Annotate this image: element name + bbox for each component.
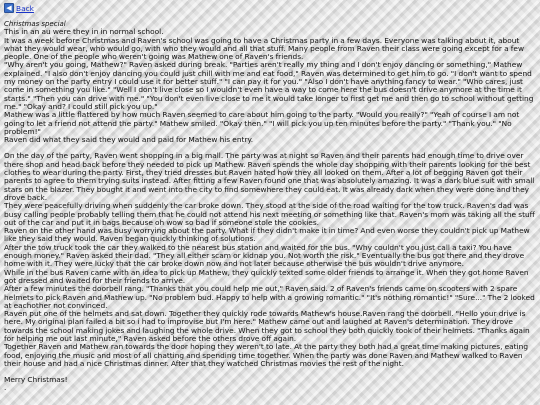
trailing-dot: . [4,383,7,393]
back-link[interactable]: Back [16,3,34,13]
left-arrow-icon[interactable]: ◀ [4,3,14,13]
back-nav[interactable] [4,2,536,14]
story-paragraph: It was a week before Christmas and Raven's school was going to have a Christmas party in a few days. Everyone was talking about it, about what they would wear, who would go, with who they would and all that stuff. Many people from Raven their class were going except for a few people. One of the people who weren't going was Mathew one of Raven's friends. [4,35,524,62]
story-paragraph: Mathew was a little flattered by how much Raven seemed to care about him going to the party. "Would you really?" "Yeah of course I am not going to let a friend not attend the party." Mathew smiled. "Okay then." "I will pick you up ten minutes before the party." "Thank you." "No problem!" [4,110,520,136]
story-paragraph: Together Raven and Mathew ran towards the door hoping they weren't to late. At the party they both had a great time making pictures, eating food, enjoying the music and most of all chatting and spending time together. When the party was done Raven and Mathew walked to Raven their house and had a nice Christmas dinner. After that they watched Christmas movies the rest of the night. [4,342,529,368]
story-paragraph: Raven did what they said they would and paid for Mathew his entry. [4,135,254,145]
story-paragraph: They were peacefully driving when suddenly the car broke down. They stood at the side of the road waiting for the tow truck. Raven's dad was busy calling people probably telling them that he could not attend his next meeting or something like that. Raven's mom was taking all the stuff out of the car and put it in bags because oh wow so bad if someone stole the cookies. [4,201,535,227]
story-paragraph: Raven on the other hand was busy worrying about the party. What if they didn't make it in time? And even worse they couldn't pick up Mathew like they said they would. Raven began quickly thinking of solutions. [4,226,530,244]
story-paragraph: On the day of the party, Raven went shopping in a big mall. The party was at night so Raven and their parents had enough time to drive over there shop and head back before they needed to pick up Mathew. Raven spends the whole day shopping with their parents looking for the best clothes to wear during the party. First, they tried dresses but Raven hated how they all looked on them. After a lot of begging Raven got their parents to agree to them trying suits instead. After fitting a few Raven found one that was absolutely amazing. It was a dark blue suit with small stars on the blazer. They bought it and went into the city to find somewhere they could eat. It was already dark when they were done and they drove back. [4,151,535,202]
story-title: Christmas special [4,20,66,28]
story-paragraph: "Why aren't you going, Mathew?" Raven asked during break. "Parties aren't really my thing and I don't enjoy dancing or something," Mathew explained. "I also don't enjoy dancing you could just chill with me and eat food," Raven was determined to get him to go. "I don't want to spend my money on the party entry I could use it for better stuff." "I can pay it for you." "Also I don't have anything fancy to wear." "Who cares, just come in something you like." "Well I don't live close so I wouldn't even have a way to come here the bus doesn't drive anymore at the time it starts." "Then you can drive with me." "You don't even live close to me it would take longer to first get me and then go to school without getting me." "Okay and? I could still pick you up." [4,60,534,111]
story-paragraph: After a few minutes the doorbell rang. "Thanks that you could help me out," Raven said. 2 of Raven's friends came on scooters with 2 spare helmets to pick Raven and Mathew up. "No problem bud. Happy to help with a growing romantic." "It's nothing romantic!" "Sure..." The 2 looked at eachother not convinced. [4,284,535,310]
story-body [4,20,536,393]
story-paragraph: This in an au were they in in normal school. [4,27,164,37]
story-paragraph: While in the bus Raven came with an idea to pick up Mathew, they quickly texted some older friends to arrange it. When they got home Raven got dressed and waited for their friends to arrive. [4,267,529,285]
story-paragraph: Raven put one of the helmets and sat down. Together they quickly rode towards Mathew's house.Raven rang the doorbell. "Hello your drive is here. My original plan failed a bit so i had to improvise but I'm here." Mathew came out and laughed at Raven's determination. They drove towards the school making jokes and laughing the whole drive. When they got to school they both quickly took of their helmets. "Thanks again for helping me out last minute," Raven asked before the others drove off again. [4,309,530,343]
story-paragraph: After the tow truck took the car they walked to the nearest bus station and waited for the bus. "Why couldn't you just call a taxi? You have enough money." Raven asked their dad. "They all either scam or kidnap you. Not worth the risk." Eventually the bus got there and they drove home with it. They were lucky that the car broke down now and not later because otherwise the bus wouldn't drive anymore. [4,242,525,269]
closing-line: Merry Christmas! [4,375,68,385]
